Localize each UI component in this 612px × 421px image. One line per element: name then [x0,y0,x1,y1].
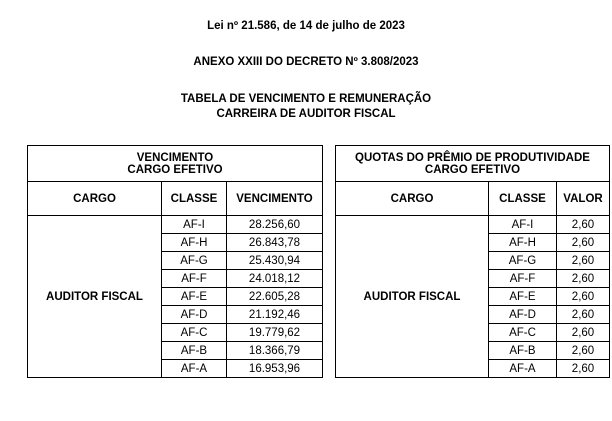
quotas-col-classe: CLASSE [489,182,557,216]
vencimento-valor-cell: 19.779,62 [227,324,323,342]
vencimento-title-line-2: CARGO EFETIVO [127,163,223,176]
quotas-valor-cell: 2,60 [557,216,610,234]
vencimento-classe-cell: AF-D [162,306,227,324]
quotas-title-row [336,146,610,182]
quotas-cargo-cell: AUDITOR FISCAL [336,216,489,378]
vencimento-title-line-1: VENCIMENTO [136,151,214,164]
vencimento-valor-cell: 16.953,96 [227,360,323,378]
quotas-valor-cell: 2,60 [557,252,610,270]
quotas-col-cargo: CARGO [336,182,489,216]
quotas-classe-cell: AF-C [489,324,557,342]
annex-title: ANEXO XXIII DO DECRETO Nº 3.808/2023 [193,56,419,68]
vencimento-classe-cell: AF-F [162,270,227,288]
vencimento-classe-cell: AF-G [162,252,227,270]
vencimento-valor-cell: 25.430,94 [227,252,323,270]
vencimento-classe-cell: AF-B [162,342,227,360]
vencimento-classe-cell: AF-H [162,234,227,252]
quotas-table-title [336,146,610,182]
vencimento-column-header-row [28,182,323,216]
quotas-title-line-2: CARGO EFETIVO [424,163,521,176]
vencimento-valor-cell: 26.843,78 [227,234,323,252]
quotas-classe-cell: AF-E [489,288,557,306]
vencimento-classe-cell: AF-E [162,288,227,306]
quotas-classe-cell: AF-I [489,216,557,234]
quotas-table-body [336,146,610,378]
vencimento-table-row [28,216,323,234]
vencimento-classe-cell: AF-C [162,324,227,342]
vencimento-valor-cell: 18.366,79 [227,342,323,360]
quotas-valor-cell: 2,60 [557,234,610,252]
vencimento-valor-cell: 24.018,12 [227,270,323,288]
quotas-classe-cell: AF-F [489,270,557,288]
quotas-classe-cell: AF-H [489,234,557,252]
vencimento-valor-cell: 21.192,46 [227,306,323,324]
quotas-table-row [336,216,610,234]
table-title-1: TABELA DE VENCIMENTO E REMUNERAÇÃO [180,93,432,105]
quotas-col-valor: VALOR [557,182,610,216]
law-title: Lei nº 21.586, de 14 de julho de 2023 [207,20,405,32]
vencimento-classe-cell: AF-I [162,216,227,234]
table-title-2: CARREIRA DE AUDITOR FISCAL [216,108,396,120]
quotas-valor-cell: 2,60 [557,324,610,342]
vencimento-col-classe: CLASSE [162,182,227,216]
vencimento-classe-cell: AF-A [162,360,227,378]
quotas-valor-cell: 2,60 [557,288,610,306]
quotas-column-header-row [336,182,610,216]
quotas-valor-cell: 2,60 [557,306,610,324]
quotas-classe-cell: AF-B [489,342,557,360]
quotas-valor-cell: 2,60 [557,342,610,360]
vencimento-cargo-cell: AUDITOR FISCAL [28,216,162,378]
vencimento-col-cargo: CARGO [28,182,162,216]
vencimento-table [27,145,323,378]
quotas-classe-cell: AF-A [489,360,557,378]
quotas-valor-cell: 2,60 [557,270,610,288]
vencimento-valor-cell: 22.605,28 [227,288,323,306]
vencimento-col-valor: VENCIMENTO [227,182,323,216]
vencimento-title-row [28,146,323,182]
vencimento-table-body [28,146,323,378]
vencimento-valor-cell: 28.256,60 [227,216,323,234]
quotas-title-line-1: QUOTAS DO PRÊMIO DE PRODUTIVIDADE [355,151,590,164]
quotas-table [335,145,610,378]
quotas-classe-cell: AF-D [489,306,557,324]
quotas-valor-cell: 2,60 [557,360,610,378]
quotas-classe-cell: AF-G [489,252,557,270]
vencimento-table-title [28,146,323,182]
